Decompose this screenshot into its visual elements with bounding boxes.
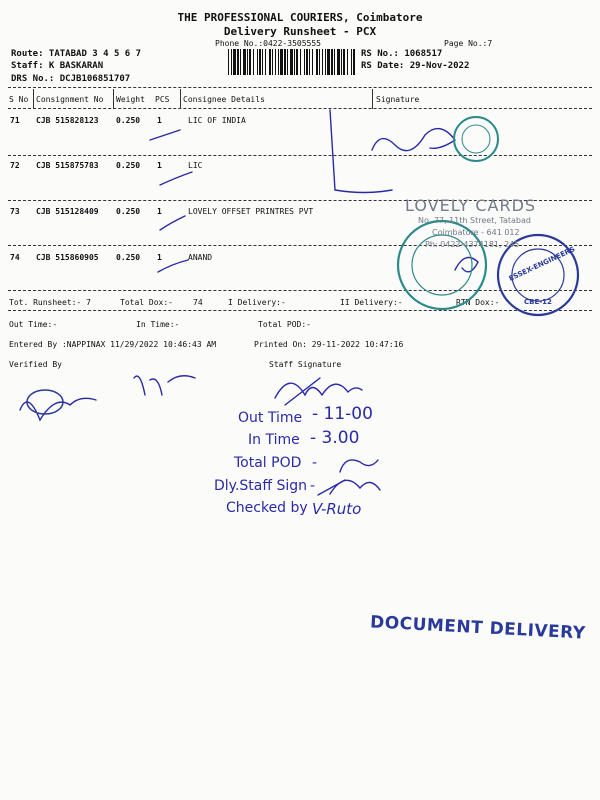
row-consignee: ANAND: [188, 253, 213, 262]
row-sno: 72: [10, 161, 20, 170]
row-consignment: CJB 515860905: [36, 253, 99, 262]
total-dox-value: 74: [193, 298, 203, 307]
stamp-checked-by-label: Checked by: [226, 500, 308, 516]
row-pcs: 1: [157, 116, 162, 125]
row-pcs: 1: [157, 207, 162, 216]
essex-stamp-city: CBE-12: [524, 298, 552, 306]
row-consignment: CJB 515128409: [36, 207, 99, 216]
ii-delivery: II Delivery:-: [340, 298, 403, 307]
row-sno: 74: [10, 253, 20, 262]
essex-stamp-label: ESSEX-ENGINEERS: [507, 245, 577, 283]
col-header-sno: S No: [9, 95, 29, 104]
row-weight: 0.250: [116, 161, 141, 170]
stamp-out-time-value: - 11-00: [312, 404, 373, 424]
lovely-cards-address: No. 77, 11th Street, Tatabad: [418, 216, 531, 225]
stamp-out-time-label: Out Time: [238, 410, 303, 426]
total-dox-label: Total Dox:-: [120, 298, 173, 307]
row-consignee: LIC OF INDIA: [188, 116, 246, 125]
row-consignee: LIC: [188, 161, 203, 170]
tick-mark: [160, 216, 185, 230]
row-weight: 0.250: [116, 253, 141, 262]
staff-signature-label: Staff Signature: [269, 360, 342, 369]
total-runsheet: Tot. Runsheet:- 7: [9, 298, 91, 307]
col-header-pcs: PCS: [155, 95, 170, 104]
col-header-signature: Signature: [376, 95, 420, 104]
stamp-dly-staff-value: -: [310, 478, 316, 494]
row-consignee: LOVELY OFFSET PRINTRES PVT: [188, 207, 314, 216]
stamp-total-pod-value: -: [312, 455, 318, 471]
total-pod-print: Total POD:-: [258, 320, 311, 329]
rtn-dox: RTN Dox:-: [456, 298, 500, 307]
tick-mark: [158, 260, 188, 272]
printed-on: Printed On: 29-11-2022 10:47:16: [254, 340, 404, 349]
col-header-consignee: Consignee Details: [183, 95, 265, 104]
stamp-circle-1: [454, 117, 498, 161]
lovely-cards-phone: Ph: 0422-4374181, 245: [425, 240, 520, 249]
stamp-dly-staff-label: Dly.Staff Sign: [214, 478, 307, 494]
tick-mark: [160, 172, 192, 185]
lovely-cards-stamp: LOVELY CARDS: [405, 196, 537, 215]
drs-number: DRS No.: DCJB106851707: [11, 74, 131, 84]
row-weight: 0.250: [116, 116, 141, 125]
row-weight: 0.250: [116, 207, 141, 216]
col-header-weight: Weight: [116, 95, 145, 104]
lovely-cards-city: Coimbatore - 641 012: [432, 228, 520, 237]
i-delivery: I Delivery:-: [228, 298, 286, 307]
verified-by-label: Verified By: [9, 360, 62, 369]
row-pcs: 1: [157, 161, 162, 170]
col-header-consignment: Consignment No: [36, 95, 104, 104]
out-time-print: Out Time:-: [9, 320, 58, 329]
phone-number: Phone No.:0422-3505555: [215, 39, 321, 48]
in-time-print: In Time:-: [136, 320, 180, 329]
row-sno: 71: [10, 116, 20, 125]
stamp-total-pod-label: Total POD: [234, 455, 302, 471]
page-number: Page No.:7: [444, 39, 493, 48]
document-delivery-stamp: DOCUMENT DELIVERY: [369, 612, 587, 644]
stamp-in-time-label: In Time: [248, 432, 300, 448]
row-consignment: CJB 515828123: [36, 116, 99, 125]
stamp-checked-by-value: V-Ruto: [312, 500, 362, 518]
rs-date: RS Date: 29-Nov-2022: [361, 61, 470, 71]
row-consignment: CJB 515875783: [36, 161, 99, 170]
company-name: THE PROFESSIONAL COURIERS, Coimbatore: [177, 11, 423, 24]
stamp-in-time-value: - 3.00: [310, 428, 360, 448]
staff-name: Staff: K BASKARAN: [11, 61, 104, 71]
tick-mark: [150, 130, 180, 140]
row-sno: 73: [10, 207, 20, 216]
entered-by: Entered By :NAPPINAX 11/29/2022 10:46:43 AM: [9, 340, 217, 349]
rs-number: RS No.: 1068517: [361, 49, 443, 59]
row-pcs: 1: [157, 253, 162, 262]
route: Route: TATABAD 3 4 5 6 7: [11, 49, 142, 59]
document-title: Delivery Runsheet - PCX: [223, 25, 377, 38]
